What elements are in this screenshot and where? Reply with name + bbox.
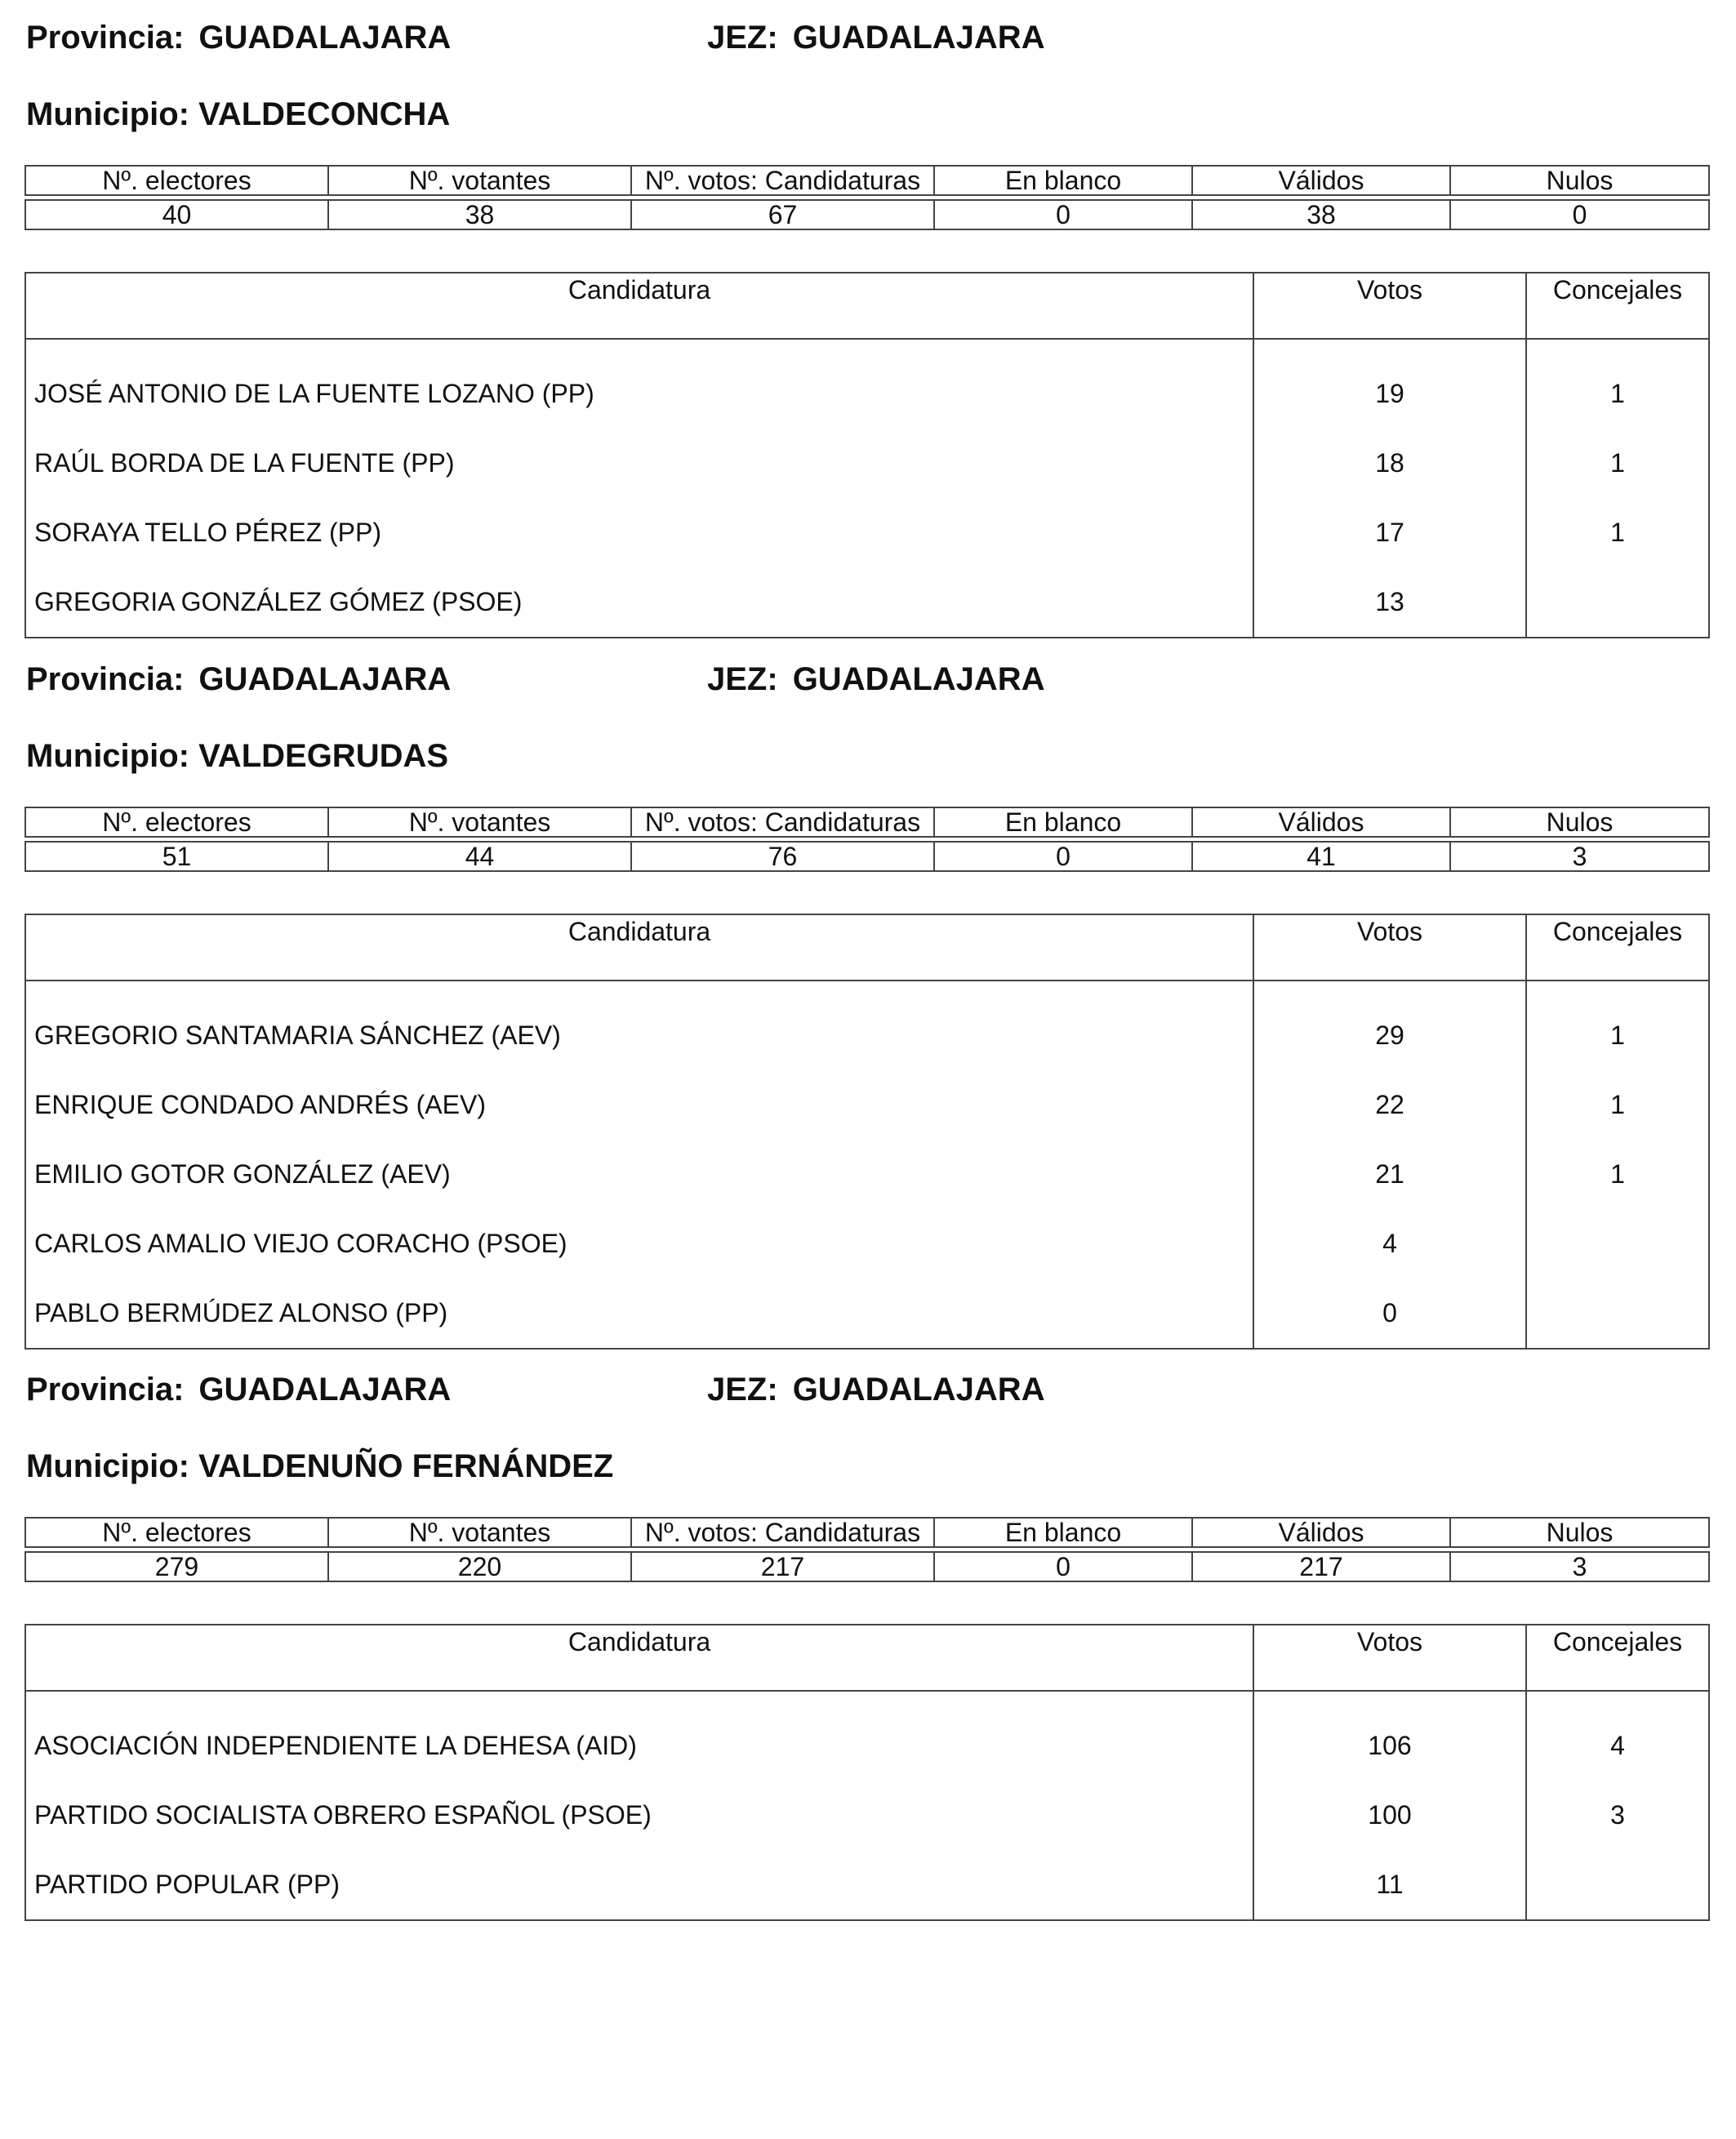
table-row	[25, 1279, 1709, 1349]
table-row	[25, 498, 1709, 567]
concejales-cell: 1	[1526, 1140, 1709, 1209]
provincia-value: GUADALAJARA	[198, 20, 452, 56]
candidatura-header: Candidatura	[25, 914, 1253, 981]
stats-value-cell: 3	[1450, 1552, 1709, 1581]
candidatura-header: Candidatura	[25, 273, 1253, 339]
municipio-heading	[26, 1447, 613, 1486]
table-row	[25, 981, 1709, 1070]
stats-header-cell: Nº. votos: Candidaturas	[631, 807, 934, 837]
concejales-cell	[1526, 1279, 1709, 1349]
stats-table	[24, 807, 1710, 872]
stats-value-cell: 0	[934, 200, 1192, 229]
stats-value-cell: 76	[631, 842, 934, 871]
concejales-header: Concejales	[1526, 914, 1709, 981]
stats-value-cell: 38	[1192, 200, 1450, 229]
results-header-row	[25, 1625, 1709, 1691]
provincia-heading	[26, 660, 451, 699]
stats-table	[24, 165, 1710, 230]
provincia-heading	[26, 18, 451, 57]
votos-cell: 11	[1253, 1850, 1526, 1920]
results-header-row	[25, 273, 1709, 339]
candidatura-header: Candidatura	[25, 1625, 1253, 1691]
votos-header: Votos	[1253, 1625, 1526, 1691]
provincia-label: Provincia:	[26, 661, 185, 697]
stats-value-cell: 51	[25, 842, 328, 871]
stats-header-row	[25, 1518, 1709, 1547]
votos-cell: 17	[1253, 498, 1526, 567]
candidatura-cell: EMILIO GOTOR GONZÁLEZ (AEV)	[25, 1140, 1253, 1209]
concejales-cell: 1	[1526, 339, 1709, 429]
results-table	[24, 272, 1710, 638]
stats-value-cell: 67	[631, 200, 934, 229]
stats-header-cell: Nº. electores	[25, 166, 328, 195]
table-row	[25, 1070, 1709, 1140]
stats-header-row	[25, 807, 1709, 837]
stats-header-cell: Nº. votos: Candidaturas	[631, 1518, 934, 1547]
stats-header-cell: En blanco	[934, 1518, 1192, 1547]
jez-heading	[707, 660, 1045, 699]
stats-header-cell: Nº. votos: Candidaturas	[631, 166, 934, 195]
provincia-label: Provincia:	[26, 1372, 185, 1407]
table-row	[25, 1209, 1709, 1279]
stats-header-row	[25, 166, 1709, 195]
votos-cell: 18	[1253, 429, 1526, 498]
candidatura-cell: ENRIQUE CONDADO ANDRÉS (AEV)	[25, 1070, 1253, 1140]
stats-value-row	[25, 200, 1709, 229]
votos-header: Votos	[1253, 914, 1526, 981]
candidatura-cell: GREGORIA GONZÁLEZ GÓMEZ (PSOE)	[25, 567, 1253, 638]
concejales-cell: 1	[1526, 1070, 1709, 1140]
votos-cell: 0	[1253, 1279, 1526, 1349]
candidatura-cell: CARLOS AMALIO VIEJO CORACHO (PSOE)	[25, 1209, 1253, 1279]
candidatura-cell: RAÚL BORDA DE LA FUENTE (PP)	[25, 429, 1253, 498]
votos-cell: 19	[1253, 339, 1526, 429]
candidatura-cell: JOSÉ ANTONIO DE LA FUENTE LOZANO (PP)	[25, 339, 1253, 429]
stats-header-cell: Nº. votantes	[328, 166, 631, 195]
stats-header-cell: Nulos	[1450, 166, 1709, 195]
stats-value-row	[25, 842, 1709, 871]
table-row	[25, 429, 1709, 498]
results-table	[24, 914, 1710, 1350]
stats-header-cell: Válidos	[1192, 807, 1450, 837]
stats-header-cell: En blanco	[934, 807, 1192, 837]
stats-header-cell: Válidos	[1192, 166, 1450, 195]
municipio-heading	[26, 95, 450, 134]
municipio-label: Municipio:	[26, 1448, 189, 1484]
stats-header-cell: Nº. electores	[25, 1518, 328, 1547]
jez-value: GUADALAJARA	[792, 661, 1045, 697]
stats-value-cell: 3	[1450, 842, 1709, 871]
concejales-cell: 1	[1526, 429, 1709, 498]
candidatura-cell: GREGORIO SANTAMARIA SÁNCHEZ (AEV)	[25, 981, 1253, 1070]
stats-value-cell: 0	[934, 1552, 1192, 1581]
stats-value-cell: 220	[328, 1552, 631, 1581]
stats-value-cell: 40	[25, 200, 328, 229]
votos-cell: 29	[1253, 981, 1526, 1070]
jez-label: JEZ:	[707, 1372, 778, 1407]
candidatura-cell: ASOCIACIÓN INDEPENDIENTE LA DEHESA (AID)	[25, 1691, 1253, 1781]
stats-value-cell: 0	[934, 842, 1192, 871]
candidatura-cell: PABLO BERMÚDEZ ALONSO (PP)	[25, 1279, 1253, 1349]
jez-value: GUADALAJARA	[792, 1372, 1045, 1407]
stats-value-cell: 279	[25, 1552, 328, 1581]
results-header-row	[25, 914, 1709, 981]
candidatura-cell: PARTIDO POPULAR (PP)	[25, 1850, 1253, 1920]
stats-header-cell: Nulos	[1450, 807, 1709, 837]
stats-value-cell: 41	[1192, 842, 1450, 871]
stats-header-cell: Nº. votantes	[328, 1518, 631, 1547]
concejales-cell	[1526, 1850, 1709, 1920]
stats-header-cell: Nulos	[1450, 1518, 1709, 1547]
provincia-heading	[26, 1370, 451, 1409]
candidatura-cell: SORAYA TELLO PÉREZ (PP)	[25, 498, 1253, 567]
table-row	[25, 339, 1709, 429]
votos-cell: 106	[1253, 1691, 1526, 1781]
table-row	[25, 567, 1709, 638]
table-row	[25, 1781, 1709, 1850]
votos-cell: 100	[1253, 1781, 1526, 1850]
municipio-label: Municipio:	[26, 96, 189, 132]
concejales-cell: 1	[1526, 981, 1709, 1070]
stats-table	[24, 1517, 1710, 1582]
stats-value-cell: 217	[631, 1552, 934, 1581]
jez-label: JEZ:	[707, 20, 778, 56]
jez-heading	[707, 1370, 1045, 1409]
table-row	[25, 1691, 1709, 1781]
concejales-cell: 4	[1526, 1691, 1709, 1781]
votos-cell: 4	[1253, 1209, 1526, 1279]
table-row	[25, 1850, 1709, 1920]
municipio-value: VALDEGRUDAS	[198, 738, 449, 774]
stats-header-cell: En blanco	[934, 166, 1192, 195]
municipio-label: Municipio:	[26, 738, 189, 774]
concejales-cell	[1526, 1209, 1709, 1279]
concejales-cell	[1526, 567, 1709, 638]
stats-value-cell: 0	[1450, 200, 1709, 229]
stats-header-cell: Nº. electores	[25, 807, 328, 837]
provincia-value: GUADALAJARA	[198, 661, 452, 697]
stats-header-cell: Nº. votantes	[328, 807, 631, 837]
municipio-value: VALDENUÑO FERNÁNDEZ	[198, 1448, 614, 1484]
table-row	[25, 1140, 1709, 1209]
stats-value-cell: 217	[1192, 1552, 1450, 1581]
votos-cell: 21	[1253, 1140, 1526, 1209]
concejales-cell: 1	[1526, 498, 1709, 567]
jez-heading	[707, 18, 1045, 57]
jez-label: JEZ:	[707, 661, 778, 697]
stats-value-cell: 44	[328, 842, 631, 871]
candidatura-cell: PARTIDO SOCIALISTA OBRERO ESPAÑOL (PSOE)	[25, 1781, 1253, 1850]
municipio-heading	[26, 736, 448, 776]
votos-header: Votos	[1253, 273, 1526, 339]
concejales-cell: 3	[1526, 1781, 1709, 1850]
provincia-label: Provincia:	[26, 20, 185, 56]
concejales-header: Concejales	[1526, 273, 1709, 339]
jez-value: GUADALAJARA	[792, 20, 1045, 56]
stats-header-cell: Válidos	[1192, 1518, 1450, 1547]
stats-value-row	[25, 1552, 1709, 1581]
concejales-header: Concejales	[1526, 1625, 1709, 1691]
provincia-value: GUADALAJARA	[198, 1372, 452, 1407]
votos-cell: 13	[1253, 567, 1526, 638]
municipio-value: VALDECONCHA	[198, 96, 451, 132]
stats-value-cell: 38	[328, 200, 631, 229]
votos-cell: 22	[1253, 1070, 1526, 1140]
results-table	[24, 1624, 1710, 1921]
